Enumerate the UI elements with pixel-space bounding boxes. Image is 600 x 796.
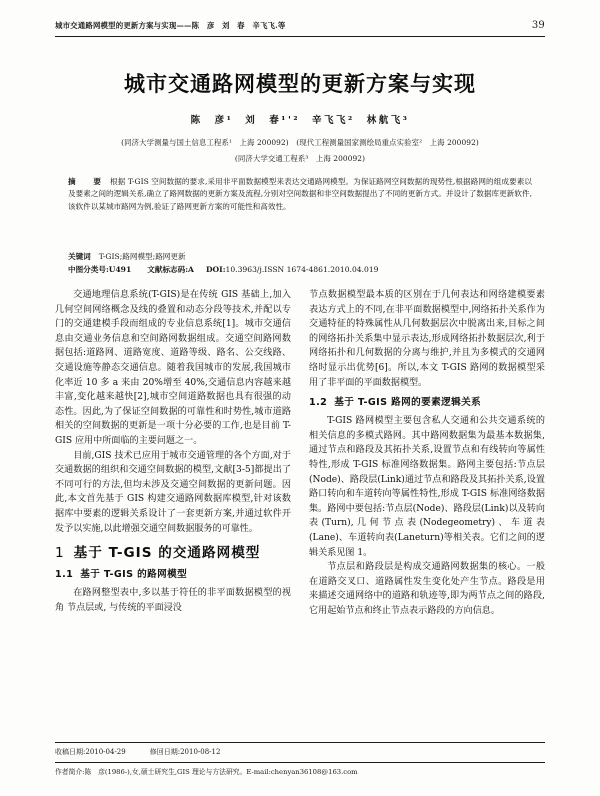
running-head xyxy=(55,20,545,31)
doi-value: 10.3963/j.ISSN 1674-4861.2010.04.019 xyxy=(225,265,379,274)
received-value: 2010-04-29 xyxy=(85,748,126,756)
clc-value: U491 xyxy=(108,265,132,274)
classification-line xyxy=(68,264,532,275)
header-rule xyxy=(55,36,545,37)
abstract-text: 根据 T-GIS 空间数据的要求,采用非平面数据模型来表达交通路网模型。为保证路网空间数据的现势性,根据路网的组成要素以及要素之间的逻辑关系,确立了路网数据的更新方案及流程,分别对空间数据和非空间数据提出了不同的更新方式。并设计了数据库更新软件,该软件以某城市路网为例,验证了路网更新方案的可能性和高效性。 xyxy=(68,177,532,211)
affiliation-line-2: (同济大学交通工程系³ 上海 200092) xyxy=(234,154,366,163)
body-columns xyxy=(55,288,545,740)
author-list: 陈 彦¹ 刘 春¹'² 辛飞飞² 林航飞³ xyxy=(190,115,410,126)
paragraph: T-GIS 路网模型主要包含私人交通和公共交通系统的相关信息的多模式路网。其中路网数据集为最基本数据集,通过节点和路段及其拓扑关系,设置节点和有线转向等属性特性,形成 T-GIS 标准网络数据集。路网主要包括:节点层(Node)、路段层(Link)通过节点和路段及其拓扑关系,设置路口转向和车道转向等属性特性,形成 T-GIS 标准网络数据集。路网中要包括:节点层(Node)、路段层(Link)以及转向表(Turn),几何节点表(Nodegeometry)、车道表(Lane)、车道转向表(Laneturn)等相关表。它们之间的逻辑关系见图 1。 xyxy=(309,416,545,558)
abstract-block xyxy=(68,176,532,213)
column-left xyxy=(55,288,291,740)
affiliation-line-1: (同济大学测量与国土信息工程系¹ 上海 200092) (现代工程测量国家测绘局重点实验室² 上海 200092) xyxy=(121,138,479,147)
subsection-number: 1.1 xyxy=(55,569,74,581)
keywords-block xyxy=(68,251,532,262)
bio-value: 陈 彦(1986-),女,硕士研究生,GIS 理论与方法研究。E-mail:chenyan36108@163.com xyxy=(84,768,358,776)
paragraph: 节点层和路段层是构成交通路网数据集的核心。一般在道路交叉口、道路属性发生变化处产生节点。路段是用来描述交通网络中的道路和轨迹等,即为两节点之间的路段,它用起始节点和终止节点表示路段的方向信息。 xyxy=(309,562,545,616)
revised-value: 2010-08-12 xyxy=(180,748,221,756)
keywords-label: 关键词 xyxy=(68,252,91,261)
footer-rule-top xyxy=(55,742,545,743)
running-head-title: 城市交通路网模型的更新方案与实现——陈 彦 刘 春 辛飞飞.等 xyxy=(55,21,286,30)
doc-code-value: A xyxy=(188,265,194,274)
keywords-text: T-GIS;路网模型;路网更新 xyxy=(98,252,186,261)
section-heading-1 xyxy=(55,545,291,562)
page-number: 39 xyxy=(531,20,545,31)
page-title: 城市交通路网模型的更新方案与实现 xyxy=(124,72,476,96)
bio-label: 作者简介: xyxy=(55,768,85,776)
clc-label: 中图分类号: xyxy=(68,265,109,274)
column-right xyxy=(309,288,545,740)
subsection-heading-1-1 xyxy=(55,569,291,581)
paragraph: 交通地理信息系统(T-GIS)是在传统 GIS 基础上,加入几何空间网络概念及线的叠置和动态分段等技术,并配以专门的交通建模手段而组成的专业信息系统[1]。城市交通信息由交通业务信息和空间路网数据组成。交通空间路网数据包括:道路网、道路宽度、道路等级、路名、公交线路、交通设施等静态交通信息。随着我国城市的发展,我国城市化率近 10 多 a 来由 20%增至 40%,交通信息内容越来越丰富,变化越来越快[2],城市空间道路数据也具有很强的动态性。因此,为了保证空间数据的可靠性和时势性,城市道路相关的空间数据的更新是一项十分必要的工作,也是目前 T-GIS 应用中所面临的主要问题之一。 xyxy=(55,290,291,446)
received-label: 收稿日期: xyxy=(55,748,86,756)
revised-label: 修回日期: xyxy=(149,748,181,756)
section-number: 1 xyxy=(55,545,65,562)
abstract-label: 摘 要 xyxy=(68,177,107,186)
paragraph: 节点数据模型最本质的区别在于几何表达和网络建模要素表达方式上的不同,在非平面数据模型中,网络拓扑关系作为交通特征的特殊属性从几何数据层次中脱离出来,目标之间的网络拓扑关系集中显示表达,形成网络拓扑数据层次,利于网络拓扑和几何数据的分离与维护,并且为多模式的交通网络时显示出优势[6]。所以,本文 T-GIS 路网的数据模型采用了非平面的平面数据模型。 xyxy=(309,290,545,388)
subsection-number: 1.2 xyxy=(309,397,328,409)
subsection-title: 基于 T-GIS 的路网模型 xyxy=(80,569,188,581)
paragraph: 目前,GIS 技术已应用于城市交通管理的各个方面,对于交通数据的组织和交通空间数据的模型,文献[3-5]都提出了不同可行的方法,但均未涉及交通空间数据的更新问题。因此,本文首先基于 GIS 构建交通路网数据库模型,针对该数据库中要素的逻辑关系设计了一套更新方案,并通过软件开发予以实施,以此增强交通空间数据服务的可靠性。 xyxy=(55,450,291,534)
footer-rule-bottom xyxy=(55,762,545,763)
section-title: 基于 T-GIS 的交通路网模型 xyxy=(73,545,261,562)
footer-dates xyxy=(55,747,545,757)
footer-bio xyxy=(55,767,545,777)
subsection-title: 基于 T-GIS 路网的要素逻辑关系 xyxy=(334,397,482,409)
subsection-heading-1-2 xyxy=(309,397,545,409)
paragraph: 在路网整型表中,多以基于符任的非平面数据模型的视角 节点层或, 与传统的平面浸没 xyxy=(55,588,291,613)
doi-label: DOI: xyxy=(205,265,226,274)
doc-code-label: 文献标志码: xyxy=(147,265,189,274)
